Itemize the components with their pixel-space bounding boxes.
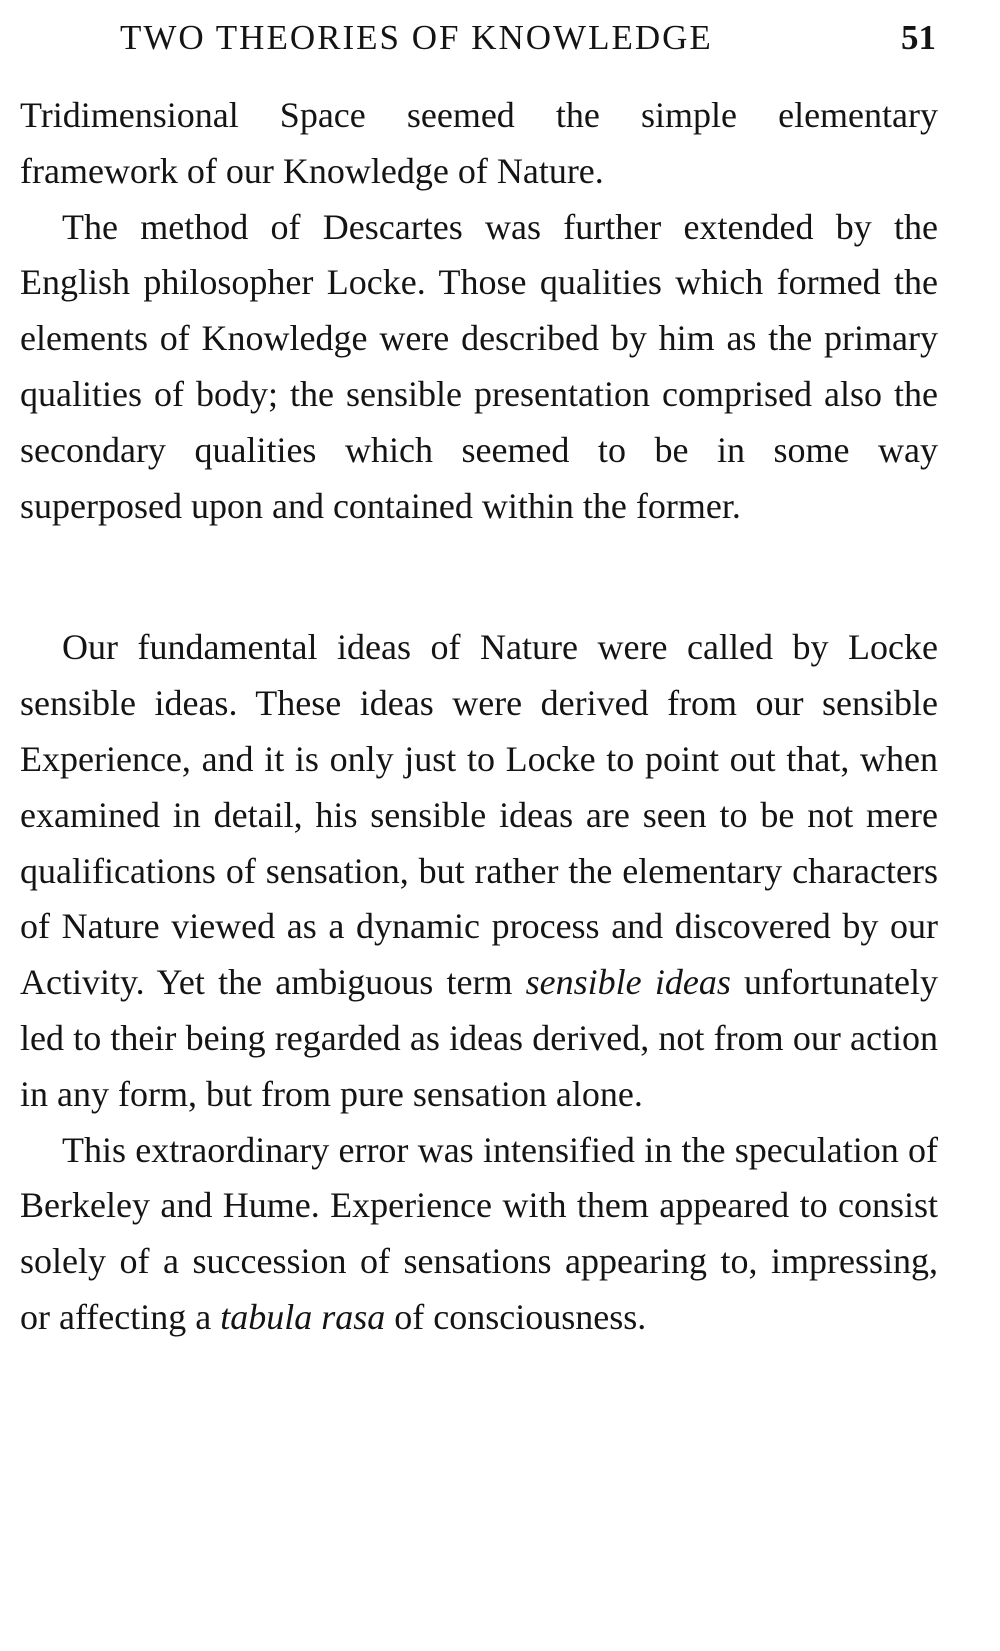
section-break <box>20 534 938 620</box>
emphasis-text: sensible ideas <box>525 962 731 1003</box>
paragraph-text: The method of Descartes was further extended by the English philosopher Locke. Those qualities which formed the elements of Knowledge were described by him as the primary qualities of body; the sensible presentation comprised also the secondary qualities which seemed to be in some way superposed upon and contained within the former. <box>20 206 938 526</box>
paragraph-text: unfortunately led to their being regarded as ideas derived, not from our action in any form, but from pure sensation alone. <box>20 962 938 1114</box>
paragraph-text: of consciousness. <box>385 1296 647 1337</box>
paragraph-continuation <box>20 88 938 200</box>
paragraph-text: Tridimensional Space seemed the simple elementary framework of our Knowledge of Nature. <box>20 95 938 191</box>
running-head <box>20 0 938 88</box>
paragraph-sensible-ideas <box>20 620 938 1122</box>
emphasis-text: tabula rasa <box>220 1296 386 1337</box>
paragraph-text: This extraordinary error was intensified in the speculation of Berkeley and Hume. Experience with them appeared to consist solely of a succession of sensations appearing to, impressing, or affecting a <box>20 1129 938 1337</box>
paragraph-berkeley-hume <box>20 1123 938 1346</box>
running-title: TWO THEORIES OF KNOWLEDGE <box>120 18 713 57</box>
page-number: 51 <box>901 18 936 57</box>
paragraph-descartes-locke <box>20 200 938 535</box>
book-page <box>20 0 938 1346</box>
paragraph-text: Our fundamental ideas of Nature were called by Locke sensible ideas. These ideas were derived from our sensible Experience, and it is only just to Locke to point out that, when examined in detail, his sensible ideas are seen to be not mere qualifications of sensation, but rather the elementary characters of Nature viewed as a dynamic process and discovered by our Activity. Yet the ambiguous term <box>20 627 938 1003</box>
